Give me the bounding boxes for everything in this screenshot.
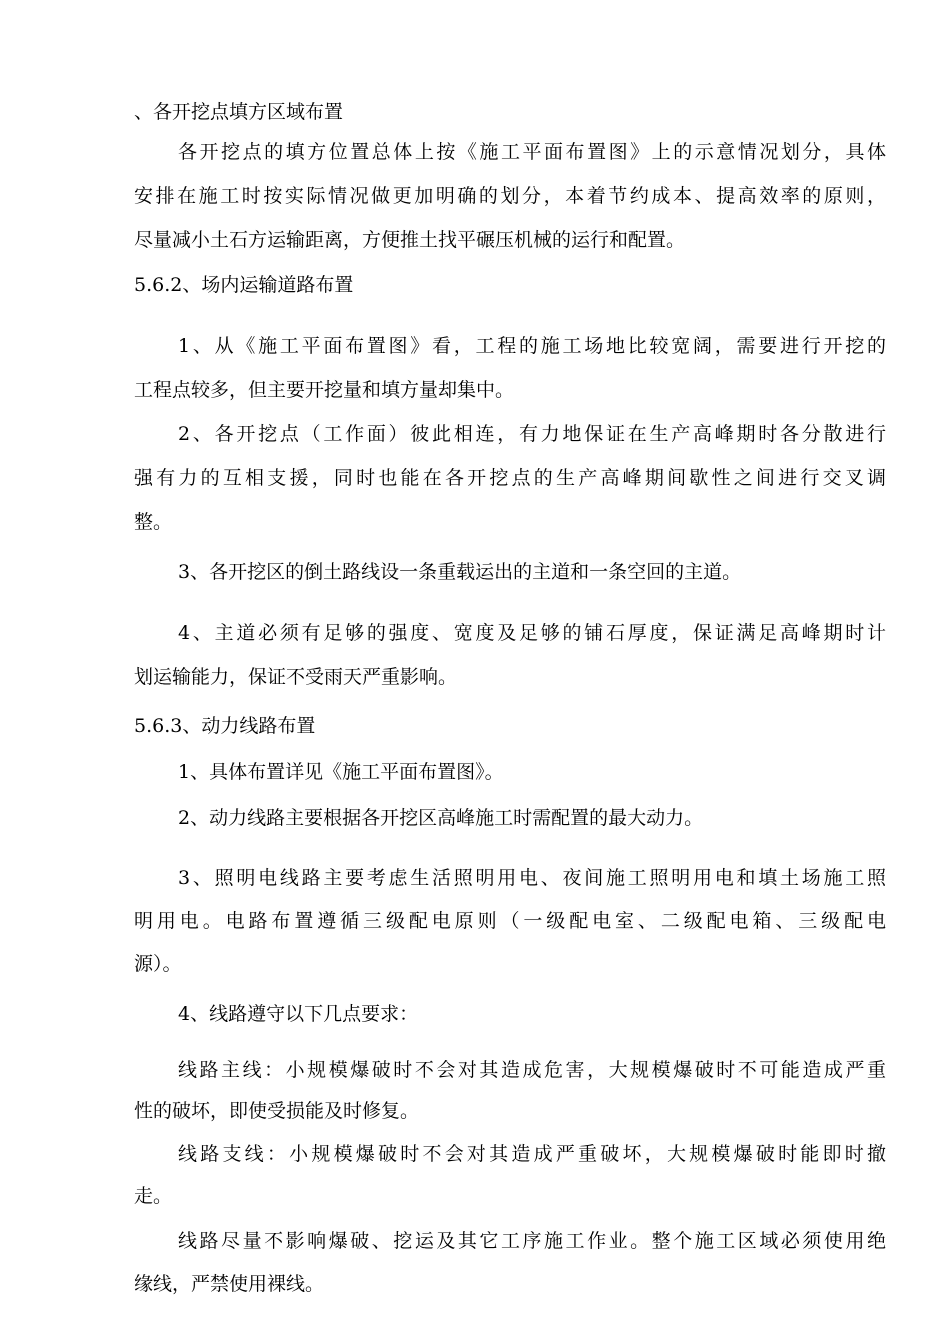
power-item-3-line: 源）。 [134, 953, 182, 975]
power-item-3-line: 3、照明电线路主要考虑生活照明用电、夜间施工照明用电和填土场施工照 [178, 867, 886, 889]
section-heading-5-6-2: 5.6.2、场内运输道路布置 [134, 274, 354, 296]
section-heading-5-6-3: 5.6.3、动力线路布置 [134, 715, 316, 737]
road-item-4-line: 划运输能力，保证不受雨天严重影响。 [134, 666, 458, 688]
road-item-2-line: 强有力的互相支援，同时也能在各开挖点的生产高峰期间歇性之间进行交叉调 [134, 467, 886, 489]
power-item-1-line: 1、具体布置详见《施工平面布置图》。 [178, 761, 504, 783]
road-item-2-line: 2、各开挖点（工作面）彼此相连，有力地保证在生产高峰期时各分散进行 [178, 423, 886, 445]
branch-line-requirement-line: 线路支线：小规模爆破时不会对其造成严重破坏，大规模爆破时能即时撤 [178, 1143, 886, 1165]
branch-line-requirement-line: 走。 [134, 1185, 173, 1207]
road-item-1-line: 1、从《施工平面布置图》看，工程的施工场地比较宽阔，需要进行开挖的 [178, 335, 886, 357]
road-item-3-line: 3、各开挖区的倒土路线设一条重载运出的主道和一条空回的主道。 [178, 561, 742, 583]
fill-layout-paragraph-line: 尽量减小土石方运输距离，方便推土找平碾压机械的运行和配置。 [134, 229, 686, 251]
power-item-2-line: 2、动力线路主要根据各开挖区高峰施工时需配置的最大动力。 [178, 807, 704, 829]
road-item-1-line: 工程点较多，但主要开挖量和填方量却集中。 [134, 379, 515, 401]
section-heading-fill-layout: 、各开挖点填方区域布置 [134, 101, 344, 123]
road-item-2-line: 整。 [134, 511, 173, 533]
main-line-requirement-line: 性的破坏，即使受损能及时修复。 [134, 1100, 420, 1122]
general-requirement-line: 线路尽量不影响爆破、挖运及其它工序施工作业。整个施工区域必须使用绝 [178, 1230, 886, 1252]
fill-layout-paragraph-line: 安排在施工时按实际情况做更加明确的划分，本着节约成本、提高效率的原则， [134, 185, 886, 207]
fill-layout-paragraph-line: 各开挖点的填方位置总体上按《施工平面布置图》上的示意情况划分，具体 [178, 141, 886, 163]
power-item-4-line: 4、线路遵守以下几点要求： [178, 1003, 419, 1025]
general-requirement-line: 缘线，严禁使用裸线。 [134, 1273, 325, 1295]
power-item-3-line: 明用电。电路布置遵循三级配电原则（一级配电室、二级配电箱、三级配电 [134, 910, 886, 932]
main-line-requirement-line: 线路主线：小规模爆破时不会对其造成危害，大规模爆破时不可能造成严重 [178, 1059, 886, 1081]
road-item-4-line: 4、主道必须有足够的强度、宽度及足够的铺石厚度，保证满足高峰期时计 [178, 622, 886, 644]
